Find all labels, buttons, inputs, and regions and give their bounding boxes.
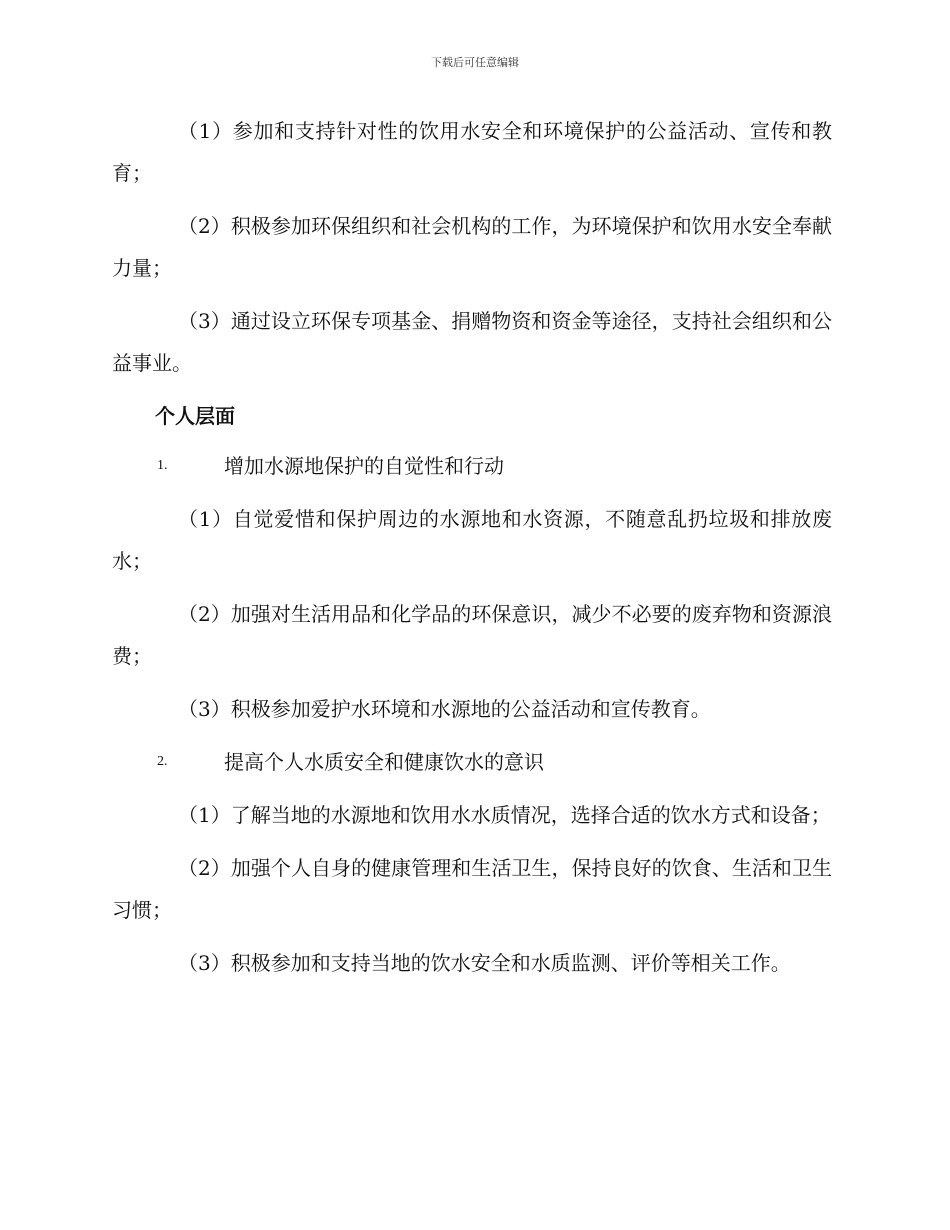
- list-item-1: [112, 445, 832, 487]
- paragraph: （2）积极参加环保组织和社会机构的工作，为环境保护和饮用水安全奉献力量；: [112, 214, 832, 280]
- document-body: [112, 110, 832, 995]
- paragraph: （3）积极参加和支持当地的饮水安全和水质监测、评价等相关工作。: [178, 951, 791, 975]
- list-item-2: [112, 741, 832, 783]
- page-header: 下载后可任意编辑: [431, 56, 519, 69]
- paragraph: （1）自觉爱惜和保护周边的水源地和水资源，不随意乱扔垃圾和排放废水；: [112, 507, 832, 573]
- paragraph: （3）积极参加爱护水环境和水源地的公益活动和宣传教育。: [178, 697, 711, 721]
- list-title: 提高个人水质安全和健康饮水的意识: [224, 750, 544, 774]
- paragraph: （2）加强个人自身的健康管理和生活卫生，保持良好的饮食、生活和卫生习惯；: [112, 856, 832, 922]
- list-number: 2.: [157, 754, 168, 769]
- list-title: 增加水源地保护的自觉性和行动: [224, 454, 504, 478]
- list-number: 1.: [157, 458, 168, 473]
- paragraph: （1）了解当地的水源地和饮用水水质情况，选择合适的饮水方式和设备；: [178, 803, 831, 827]
- paragraph: （3）通过设立环保专项基金、捐赠物资和资金等途径，支持社会组织和公益事业。: [112, 309, 832, 375]
- paragraph: （1）参加和支持针对性的饮用水安全和环境保护的公益活动、宣传和教育；: [112, 119, 832, 185]
- section-heading: 个人层面: [155, 404, 235, 428]
- paragraph: （2）加强对生活用品和化学品的环保意识，减少不必要的废弃物和资源浪费；: [112, 602, 832, 668]
